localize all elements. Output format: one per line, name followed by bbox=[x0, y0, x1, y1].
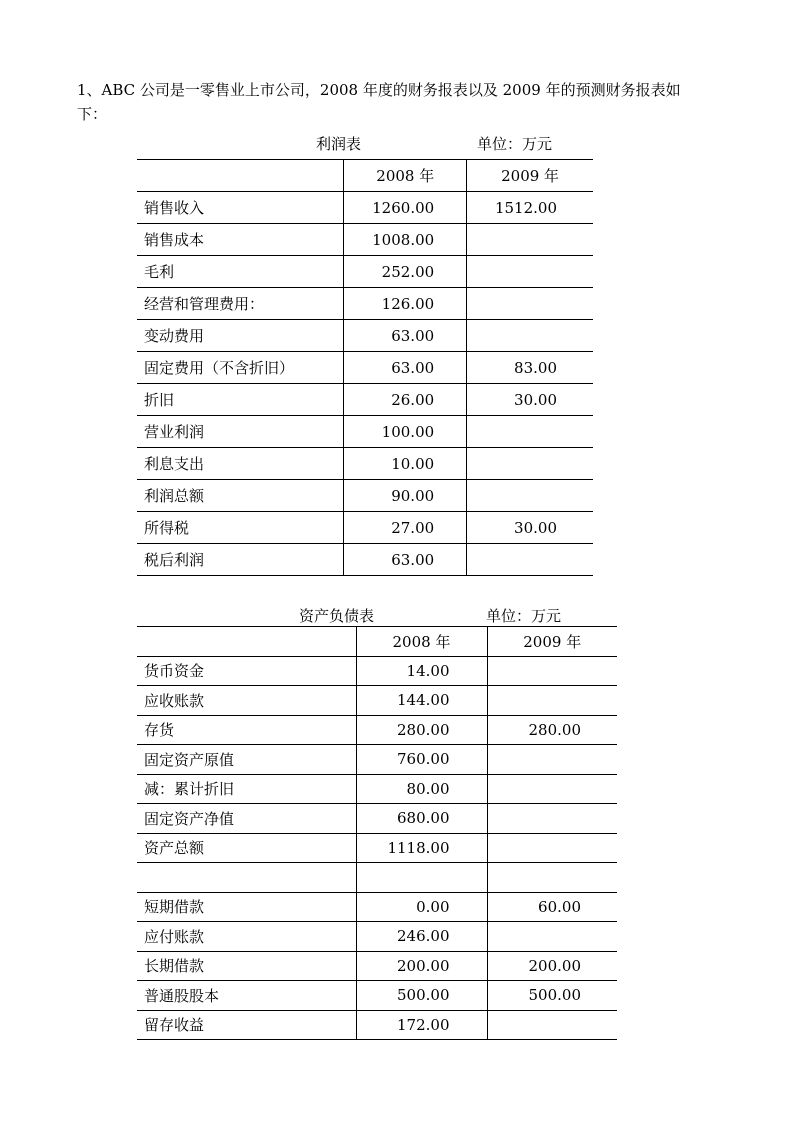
table-row bbox=[137, 320, 593, 352]
row-value-2009: 200.00 bbox=[487, 951, 617, 981]
row-value-2008: 63.00 bbox=[344, 320, 467, 352]
row-value-2008 bbox=[356, 863, 487, 893]
row-label: 营业利润 bbox=[137, 416, 344, 448]
income-statement-unit: 单位：万元 bbox=[477, 135, 553, 153]
table-row bbox=[137, 448, 593, 480]
row-value-2008: 680.00 bbox=[356, 804, 487, 834]
table-row bbox=[137, 224, 593, 256]
row-label: 经营和管理费用： bbox=[137, 288, 344, 320]
balance-sheet-unit: 单位：万元 bbox=[486, 607, 562, 625]
table-row bbox=[137, 512, 593, 544]
row-value-2009: 1512.00 bbox=[467, 192, 593, 224]
row-value-2008: 63.00 bbox=[344, 352, 467, 384]
income-header-2008: 2008 年 bbox=[344, 160, 467, 192]
row-label: 折旧 bbox=[137, 384, 344, 416]
row-value-2008: 63.00 bbox=[344, 544, 467, 576]
row-value-2009 bbox=[467, 480, 593, 512]
row-value-2008: 1118.00 bbox=[356, 833, 487, 863]
row-value-2009 bbox=[467, 256, 593, 288]
row-label: 减：累计折旧 bbox=[137, 774, 356, 804]
row-value-2008: 126.00 bbox=[344, 288, 467, 320]
row-value-2009 bbox=[467, 320, 593, 352]
intro-line-2: 下： bbox=[77, 105, 108, 123]
table-row bbox=[137, 656, 617, 686]
balance-header-2009: 2009 年 bbox=[487, 627, 617, 657]
row-label: 长期借款 bbox=[137, 951, 356, 981]
row-label: 销售成本 bbox=[137, 224, 344, 256]
table-row bbox=[137, 1010, 617, 1040]
table-row bbox=[137, 480, 593, 512]
row-value-2009 bbox=[487, 804, 617, 834]
table-row bbox=[137, 384, 593, 416]
row-value-2009 bbox=[467, 544, 593, 576]
row-value-2009: 500.00 bbox=[487, 981, 617, 1011]
row-label: 利息支出 bbox=[137, 448, 344, 480]
balance-header-blank bbox=[137, 627, 356, 657]
row-value-2008: 0.00 bbox=[356, 892, 487, 922]
row-value-2009 bbox=[487, 863, 617, 893]
row-value-2009 bbox=[487, 1010, 617, 1040]
row-label: 固定资产净值 bbox=[137, 804, 356, 834]
row-value-2008: 172.00 bbox=[356, 1010, 487, 1040]
table-row bbox=[137, 922, 617, 952]
row-value-2008: 10.00 bbox=[344, 448, 467, 480]
row-label: 销售收入 bbox=[137, 192, 344, 224]
row-label: 留存收益 bbox=[137, 1010, 356, 1040]
table-row bbox=[137, 544, 593, 576]
row-value-2009 bbox=[487, 686, 617, 716]
row-value-2008: 280.00 bbox=[356, 715, 487, 745]
balance-sheet-table bbox=[137, 626, 617, 1040]
income-header-2009: 2009 年 bbox=[467, 160, 593, 192]
row-value-2009 bbox=[467, 224, 593, 256]
row-label: 固定资产原值 bbox=[137, 745, 356, 775]
balance-sheet-title: 资产负债表 bbox=[299, 607, 375, 625]
row-label: 资产总额 bbox=[137, 833, 356, 863]
row-label: 普通股股本 bbox=[137, 981, 356, 1011]
row-value-2008: 100.00 bbox=[344, 416, 467, 448]
row-value-2009: 280.00 bbox=[487, 715, 617, 745]
row-value-2008: 500.00 bbox=[356, 981, 487, 1011]
problem-intro bbox=[77, 78, 717, 126]
row-value-2009 bbox=[487, 745, 617, 775]
row-value-2009 bbox=[487, 922, 617, 952]
row-value-2008: 760.00 bbox=[356, 745, 487, 775]
row-value-2008: 252.00 bbox=[344, 256, 467, 288]
income-header-row bbox=[137, 160, 593, 192]
row-value-2008: 80.00 bbox=[356, 774, 487, 804]
table-row bbox=[137, 833, 617, 863]
table-row bbox=[137, 774, 617, 804]
intro-line-1: 1、ABC 公司是一零售业上市公司，2008 年度的财务报表以及 2009 年的预测财务报表如 bbox=[77, 81, 681, 99]
row-label bbox=[137, 863, 356, 893]
row-value-2009: 60.00 bbox=[487, 892, 617, 922]
table-row bbox=[137, 686, 617, 716]
table-row bbox=[137, 288, 593, 320]
row-label: 应收账款 bbox=[137, 686, 356, 716]
row-label: 存货 bbox=[137, 715, 356, 745]
row-value-2009 bbox=[467, 448, 593, 480]
row-value-2008: 1260.00 bbox=[344, 192, 467, 224]
row-value-2008: 246.00 bbox=[356, 922, 487, 952]
table-row bbox=[137, 715, 617, 745]
table-row bbox=[137, 892, 617, 922]
row-value-2008: 14.00 bbox=[356, 656, 487, 686]
row-value-2009 bbox=[487, 656, 617, 686]
row-value-2009: 30.00 bbox=[467, 384, 593, 416]
balance-header-2008: 2008 年 bbox=[356, 627, 487, 657]
income-statement-title: 利润表 bbox=[316, 135, 362, 153]
row-value-2008: 1008.00 bbox=[344, 224, 467, 256]
table-row bbox=[137, 416, 593, 448]
row-value-2008: 27.00 bbox=[344, 512, 467, 544]
row-value-2008: 200.00 bbox=[356, 951, 487, 981]
row-label: 利润总额 bbox=[137, 480, 344, 512]
table-row bbox=[137, 951, 617, 981]
row-value-2009 bbox=[467, 288, 593, 320]
table-row bbox=[137, 352, 593, 384]
row-label: 毛利 bbox=[137, 256, 344, 288]
row-label: 税后利润 bbox=[137, 544, 344, 576]
table-row bbox=[137, 745, 617, 775]
row-value-2009 bbox=[487, 833, 617, 863]
table-row bbox=[137, 256, 593, 288]
income-header-blank bbox=[137, 160, 344, 192]
balance-header-row bbox=[137, 627, 617, 657]
row-value-2009: 83.00 bbox=[467, 352, 593, 384]
row-label: 所得税 bbox=[137, 512, 344, 544]
row-label: 变动费用 bbox=[137, 320, 344, 352]
row-value-2009 bbox=[467, 416, 593, 448]
row-value-2008: 144.00 bbox=[356, 686, 487, 716]
row-label: 应付账款 bbox=[137, 922, 356, 952]
row-value-2008: 26.00 bbox=[344, 384, 467, 416]
income-statement-table bbox=[137, 159, 593, 576]
row-label: 短期借款 bbox=[137, 892, 356, 922]
row-label: 货币资金 bbox=[137, 656, 356, 686]
row-value-2008: 90.00 bbox=[344, 480, 467, 512]
row-label: 固定费用（不含折旧） bbox=[137, 352, 344, 384]
row-value-2009 bbox=[487, 774, 617, 804]
table-row bbox=[137, 981, 617, 1011]
row-value-2009: 30.00 bbox=[467, 512, 593, 544]
table-row bbox=[137, 804, 617, 834]
table-row bbox=[137, 863, 617, 893]
table-row bbox=[137, 192, 593, 224]
